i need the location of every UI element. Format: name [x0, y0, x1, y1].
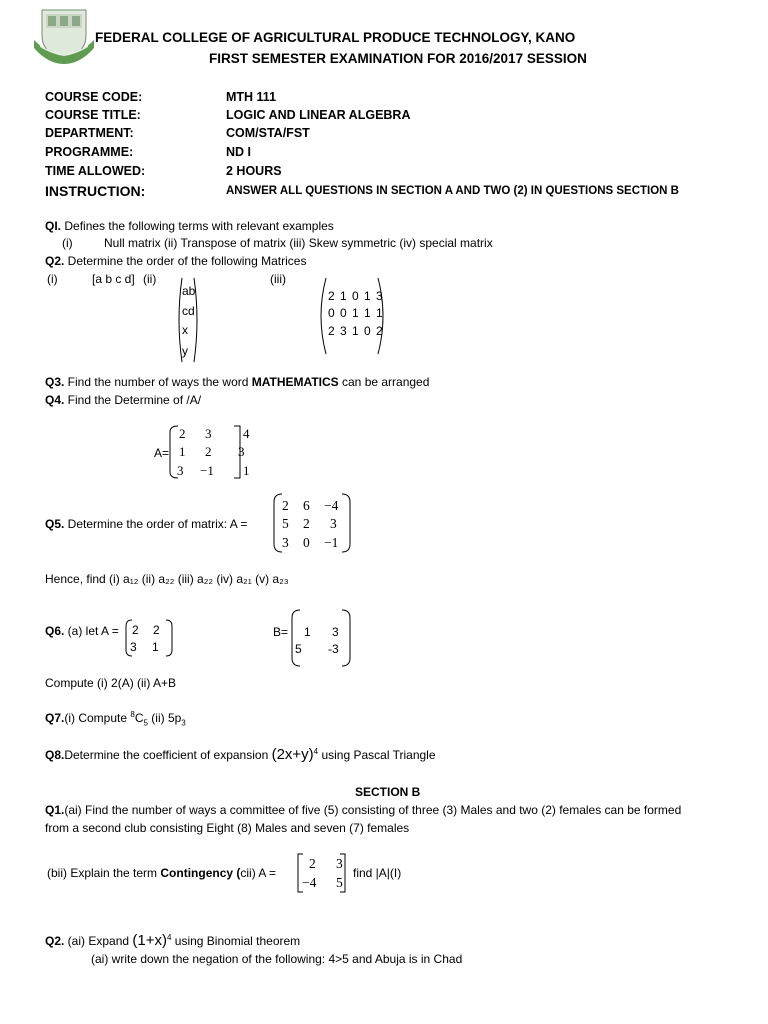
question-3: Q3. Find the number of ways the word MATHEMATICS can be arranged — [45, 375, 430, 389]
course-code: MTH 111 — [226, 90, 277, 104]
time-allowed: 2 HOURS — [226, 164, 282, 178]
big-matrix-row: 0 0 1 1 1 — [328, 306, 384, 320]
matrix-cell: 3 — [177, 463, 184, 478]
matrix-cell: 2 — [179, 426, 186, 441]
matrix-cell: 2 — [282, 498, 289, 513]
instruction-text: ANSWER ALL QUESTIONS IN SECTION A AND TWO (2) IN QUESTIONS SECTION B — [226, 185, 679, 197]
question-8: Q8.Determine the coefficient of expansion $(2x+y)^4$ using Pascal Triangle — [45, 746, 436, 763]
column-matrix-entry: x — [182, 323, 188, 337]
question-6-compute: Compute (i) 2(A) (ii) A+B — [45, 676, 177, 690]
matrix-cell: 1 — [152, 640, 159, 654]
matrix-cell: 6 — [303, 498, 310, 513]
time-allowed-label: TIME ALLOWED: — [45, 164, 146, 178]
big-matrix-row: 2 1 0 1 3 — [328, 289, 384, 303]
matrix-cell: 5 — [282, 516, 289, 531]
matrix-cell: 2 — [205, 444, 212, 459]
find-determinant-text: find |A|(I) — [353, 866, 402, 880]
matrix-cell: 3 — [130, 640, 137, 654]
matrix-cell: 1 — [179, 444, 186, 459]
matrix-cell: 3 — [336, 856, 343, 871]
college-name: FEDERAL COLLEGE OF AGRICULTURAL PRODUCE TECHNOLOGY, KANO — [95, 30, 576, 45]
programme: ND I — [226, 145, 251, 159]
matrix-a-label: A= — [154, 446, 170, 460]
matrix-cell: 0 — [303, 535, 310, 550]
question-1-subitems: Null matrix (ii) Transpose of matrix (iii) Skew symmetric (iv) special matrix — [104, 236, 493, 250]
row-matrix: [a b c d] — [92, 272, 135, 286]
matrix-cell: -3 — [328, 642, 339, 656]
question-4: Q4. Find the Determine of /A/ — [45, 393, 202, 407]
course-code-label: COURSE CODE: — [45, 90, 143, 104]
big-matrix-row: 2 3 1 0 2 — [328, 324, 384, 338]
matrix-cell: 2 — [153, 623, 160, 637]
section-b-question-1: Q1.(ai) Find the number of ways a committee of five (5) consisting of three (3) Males and two (2) females can be formed — [45, 803, 682, 817]
question-7: Q7.(i) Compute $^8C_5$ (ii) $5p_3$ — [45, 710, 186, 728]
instruction-label: INSTRUCTION: — [45, 183, 146, 199]
column-matrix-entry: cd — [182, 304, 195, 318]
column-matrix-entry: ab — [182, 284, 196, 298]
matrix-cell: −4 — [324, 498, 339, 513]
matrix-cell: 4 — [243, 426, 250, 441]
matrix-cell: −1 — [324, 535, 339, 550]
section-b-question-1-bii: (bii) Explain the term Contingency (cii) A = — [47, 866, 277, 880]
section-b-question-1-cont: from a second club consisting Eight (8) Males and seven (7) females — [45, 821, 410, 835]
matrix-cell: 1 — [304, 625, 311, 639]
matrix-cell: 5 — [336, 875, 343, 890]
matrix-b-label: B= — [273, 625, 289, 639]
college-crest-logo — [30, 6, 98, 70]
matrix-cell: 1 — [243, 463, 250, 478]
department: COM/STA/FST — [226, 126, 310, 140]
question-1: QI. Defines the following terms with relevant examples — [45, 219, 334, 233]
matrix-cell: 2 — [132, 623, 139, 637]
matrix-cell: 3 — [330, 516, 337, 531]
programme-label: PROGRAMME: — [45, 145, 134, 159]
q6-matrix-b-brackets — [290, 608, 352, 668]
column-matrix-entry: y — [182, 344, 188, 358]
matrix-cell: 2 — [309, 856, 316, 871]
course-title-label: COURSE TITLE: — [45, 108, 141, 122]
matrix-cell: 3 — [282, 535, 289, 550]
question-6: Q6. (a) let A = — [45, 624, 119, 638]
question-2-part-iii: (iii) — [270, 272, 286, 286]
matrix-cell: 3 — [238, 444, 245, 459]
question-2-part-ii: (ii) — [143, 272, 157, 286]
matrix-cell: 5 — [295, 642, 302, 656]
matrix-cell: 2 — [303, 516, 310, 531]
matrix-cell: 3 — [205, 426, 212, 441]
section-b-question-2-negation: (ai) write down the negation of the following: 4>5 and Abuja is in Chad — [91, 952, 463, 966]
matrix-cell: −1 — [200, 463, 214, 478]
exam-title: FIRST SEMESTER EXAMINATION FOR 2016/2017 SESSION — [209, 51, 587, 66]
question-2: Q2. Determine the order of the following Matrices — [45, 254, 307, 268]
question-2-part-i: (i) — [47, 272, 58, 286]
department-label: DEPARTMENT: — [45, 126, 134, 140]
course-title: LOGIC AND LINEAR ALGEBRA — [226, 108, 411, 122]
question-1-subitem-number: (i) — [62, 236, 73, 250]
section-b-title: SECTION B — [355, 785, 421, 799]
matrix-cell: 3 — [332, 625, 339, 639]
matrix-cell: −4 — [302, 875, 317, 890]
section-b-question-2: Q2. (ai) Expand $(1+x)^4$ using Binomial theorem — [45, 932, 301, 949]
question-5-hence: Hence, find (i) a₁₂ (ii) a₂₂ (iii) a₂₂ (iv) a₂₁ (v) a₂₃ — [45, 572, 289, 586]
question-5: Q5. Determine the order of matrix: A = — [45, 517, 248, 531]
